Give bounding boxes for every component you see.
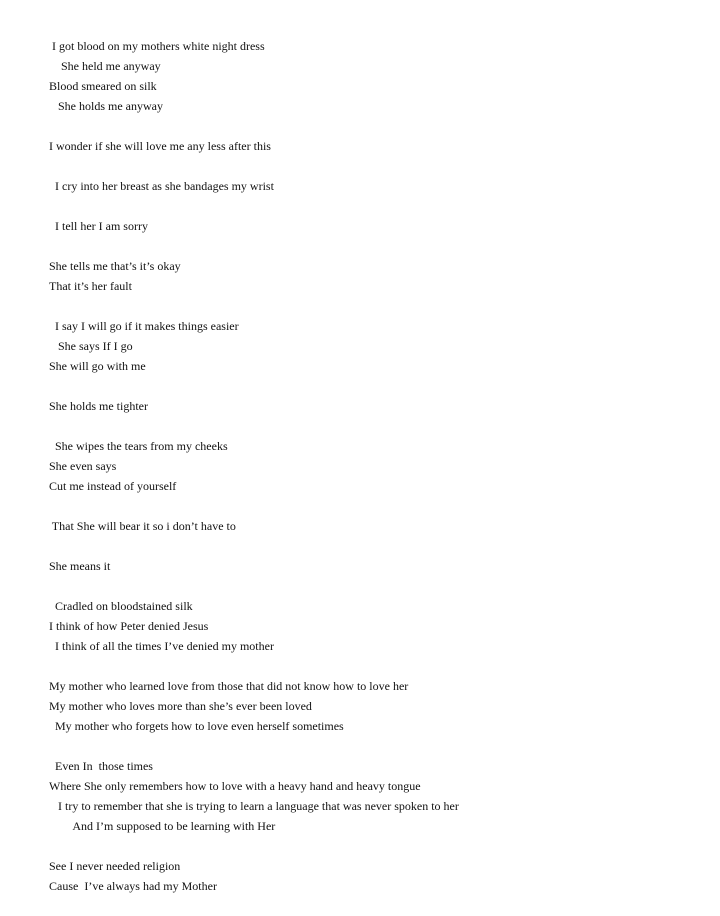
poem-line: She wipes the tears from my cheeks xyxy=(49,439,228,453)
poem-body xyxy=(49,36,459,896)
poem-line: Cradled on bloodstained silk xyxy=(49,599,193,613)
poem-line: Where She only remembers how to love with a heavy hand and heavy tongue xyxy=(49,779,421,793)
poem-line: She will go with me xyxy=(49,359,146,373)
blank-line xyxy=(49,736,459,756)
poem-line: My mother who learned love from those that did not know how to love her xyxy=(49,679,409,693)
blank-line xyxy=(49,536,459,556)
blank-line xyxy=(49,296,459,316)
poem-line: I got blood on my mothers white night dress xyxy=(49,39,265,53)
poem-line: My mother who forgets how to love even herself sometimes xyxy=(49,719,344,733)
blank-line xyxy=(49,496,459,516)
poem-line: She tells me that’s it’s okay xyxy=(49,259,181,273)
poem-line: She holds me tighter xyxy=(49,399,148,413)
blank-line xyxy=(49,116,459,136)
poem-line: She holds me anyway xyxy=(49,99,163,113)
blank-line xyxy=(49,836,459,856)
blank-line xyxy=(49,656,459,676)
poem-line: I wonder if she will love me any less after this xyxy=(49,139,271,153)
poem-line: I try to remember that she is trying to learn a language that was never spoken to her xyxy=(49,799,459,813)
poem-line: I think of all the times I’ve denied my mother xyxy=(49,639,274,653)
blank-line xyxy=(49,236,459,256)
poem-line: My mother who loves more than she’s ever been loved xyxy=(49,699,312,713)
poem-line: And I’m supposed to be learning with Her xyxy=(49,819,276,833)
poem-line: She says If I go xyxy=(49,339,133,353)
poem-line: I think of how Peter denied Jesus xyxy=(49,619,209,633)
poem-line: See I never needed religion xyxy=(49,859,181,873)
poem-line: Cut me instead of yourself xyxy=(49,479,177,493)
poem-line: She held me anyway xyxy=(49,59,161,73)
poem-line: She means it xyxy=(49,559,111,573)
poem-line: That it’s her fault xyxy=(49,279,132,293)
poem-line: That She will bear it so i don’t have to xyxy=(49,519,236,533)
poem-line: She even says xyxy=(49,459,117,473)
blank-line xyxy=(49,196,459,216)
blank-line xyxy=(49,416,459,436)
blank-line xyxy=(49,156,459,176)
poem-line: I say I will go if it makes things easier xyxy=(49,319,239,333)
poem-line: Blood smeared on silk xyxy=(49,79,157,93)
poem-line: Cause I’ve always had my Mother xyxy=(49,879,217,893)
blank-line xyxy=(49,576,459,596)
blank-line xyxy=(49,376,459,396)
poem-line: Even In those times xyxy=(49,759,153,773)
poem-line: I tell her I am sorry xyxy=(49,219,148,233)
poem-line: I cry into her breast as she bandages my wrist xyxy=(49,179,274,193)
